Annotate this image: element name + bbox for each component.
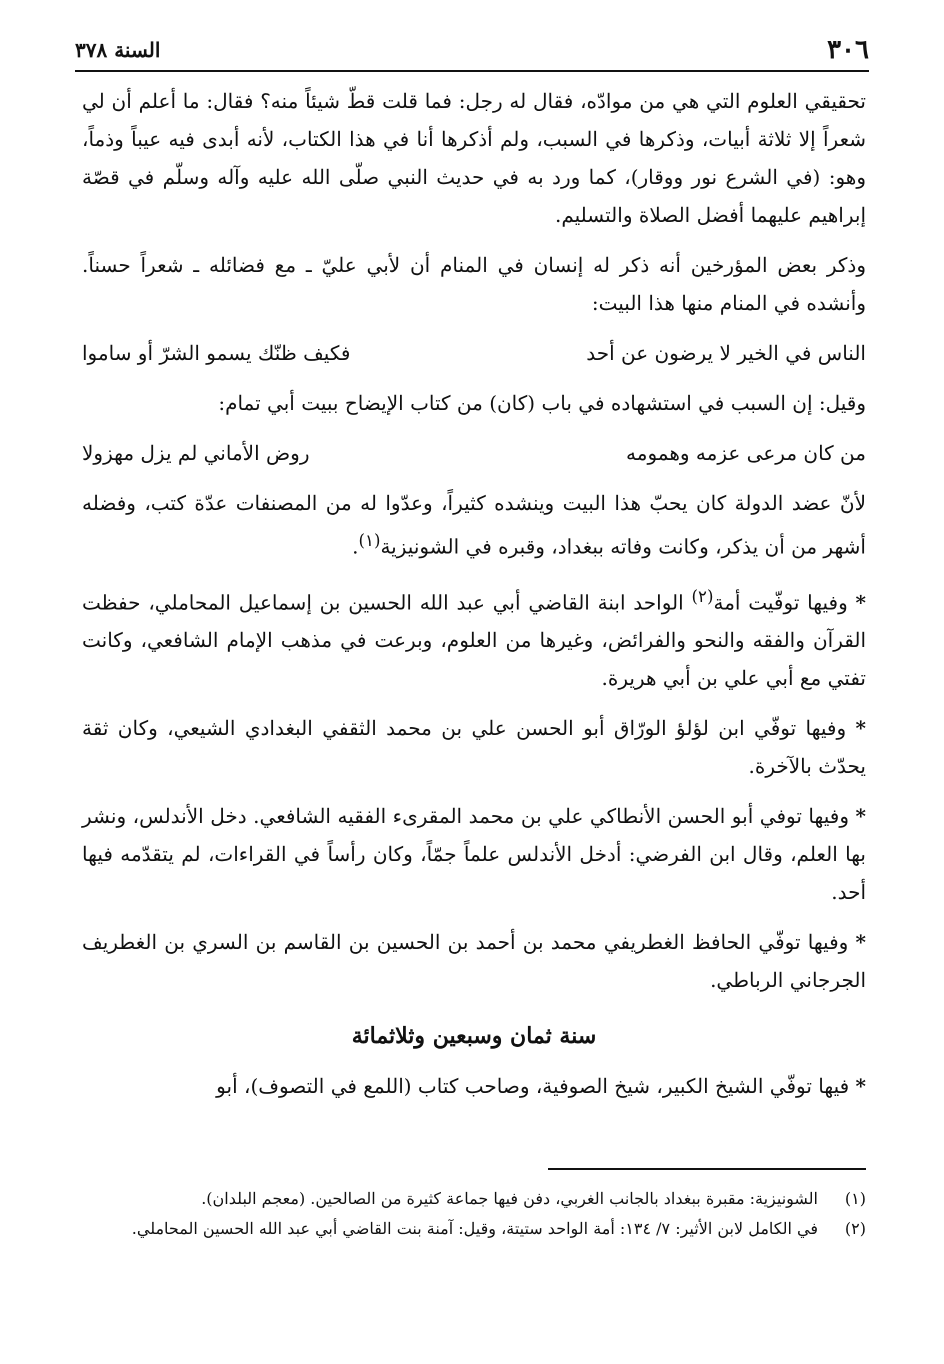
bullet-star: *	[855, 930, 866, 955]
footnotes	[82, 1186, 866, 1246]
entry-last	[82, 1067, 866, 1105]
bullet-star: *	[855, 590, 867, 615]
page-header	[75, 30, 869, 72]
footnote-2	[82, 1216, 866, 1242]
entry-text: وفيها توفّي الحافظ الغطريفي محمد بن أحمد بن الحسين بن القاسم بن السري بن الغطريف الجرجاني الرباطي.	[82, 930, 866, 993]
running-title: السنة ٣٧٨	[75, 38, 161, 62]
bullet-star: *	[855, 804, 867, 829]
entry-text: وفيها توفّي ابن لؤلؤ الورّاق أبو الحسن علي بن محمد الثقفي البغدادي الشيعي، وكان ثقة يحدّث بالآخرة.	[82, 716, 866, 779]
footnote-mark: (١)	[358, 531, 381, 550]
paragraph-text: لأنّ عضد الدولة كان يحبّ هذا البيت وينشده كثيراً، وعدّوا له من المصنفات عدّة كتب، وفضله أشهر من أن يذكر، وكانت وفاته ببغداد، وقبره في الشونيزية	[82, 491, 866, 559]
paragraph-qil: وقيل: إن السبب في استشهاده في باب (كان) من كتاب الإيضاح ببيت أبي تمام:	[218, 391, 866, 415]
paragraph-intro: تحقيقي العلوم التي هي من موادّه، فقال له رجل: فما قلت قطّ شيئاً منه؟ فقال: ما أعلم أن لي شعراً إلا ثلاثة أبيات، وذكرها في السبب، ولم أذكرها أنا في هذا الكتاب، لأنه أبدى فيه عيباً وذماً، وهو: (في الشرع نور ووقار)، كما ورد به في حديث النبي صلّى الله عليه وآله وسلّم في قصّة إبراهيم عليهما أفضل الصلاة والتسليم.	[82, 89, 866, 227]
entry-ibn-lulu	[82, 709, 866, 785]
paragraph-adud	[82, 484, 866, 566]
entry-ghitrifi	[82, 923, 866, 999]
entry-text: الواحد ابنة القاضي أبي عبد الله الحسين بن إسماعيل المحاملي، حفظت القرآن والفقه والنحو والفرائض، وغيرها من العلوم، وبرعت في مذهب الإمام الشافعي، وكانت تفتي مع أبي علي بن أبي هريرة.	[82, 590, 866, 691]
bullet-star: *	[855, 1074, 866, 1099]
entry-ama	[82, 578, 866, 698]
footnote-text: في الكامل لابن الأثير: ٧/ ١٣٤: أمة الواحد ستيتة، وقيل: آمنة بنت القاضي أبي عبد الله الحسين المحاملي.	[131, 1219, 818, 1238]
main-text	[82, 82, 866, 1117]
entry-text: وفيها توفّيت أمة	[713, 590, 848, 615]
footnote-number: (٢)	[844, 1219, 866, 1238]
period: .	[352, 534, 359, 559]
footnote-1	[82, 1186, 866, 1212]
section-heading: سنة ثمان وسبعين وثلاثمائة	[351, 1023, 597, 1050]
verse-line-1	[82, 334, 866, 372]
entry-antaki	[82, 797, 866, 911]
verse-hemistich: فكيف ظنّك يسمو الشرّ أو ساموا	[82, 341, 351, 365]
verse-line-2	[82, 434, 866, 472]
entry-text: وفيها توفي أبو الحسن الأنطاكي علي بن محمد المقرىء الفقيه الشافعي. دخل الأندلس، ونشر بها العلم، وقال ابن الفرضي: أدخل الأندلس علماً جمّاً، وكان رأساً في القراءات، لم يتقدّمه فيها أحد.	[82, 804, 866, 905]
verse-hemistich: روض الأماني لم يزل مهزولا	[82, 441, 310, 465]
footnote-text: الشونيزية: مقبرة ببغداد بالجانب الغربي، دفن فيها جماعة كثيرة من الصالحين. (معجم البلدان).	[201, 1189, 818, 1208]
paragraph-dream: وذكر بعض المؤرخين أنه ذكر له إنسان في المنام أن لأبي عليّ ـ مع فضائله ـ شعراً حسناً. وأنشده في المنام منها هذا البيت:	[82, 253, 866, 315]
verse-hemistich: من كان مرعى عزمه وهمومه	[626, 441, 866, 465]
bullet-star: *	[855, 716, 867, 741]
entry-text: فيها توفّي الشيخ الكبير، شيخ الصوفية، وصاحب كتاب (اللمع في التصوف)، أبو	[216, 1074, 850, 1099]
footnote-number: (١)	[844, 1189, 866, 1208]
page-number: ٣٠٦	[827, 35, 869, 65]
footnote-divider	[548, 1168, 866, 1170]
verse-hemistich: الناس في الخير لا يرضون عن أحد	[586, 341, 866, 365]
footnote-mark: (٢)	[691, 586, 714, 606]
